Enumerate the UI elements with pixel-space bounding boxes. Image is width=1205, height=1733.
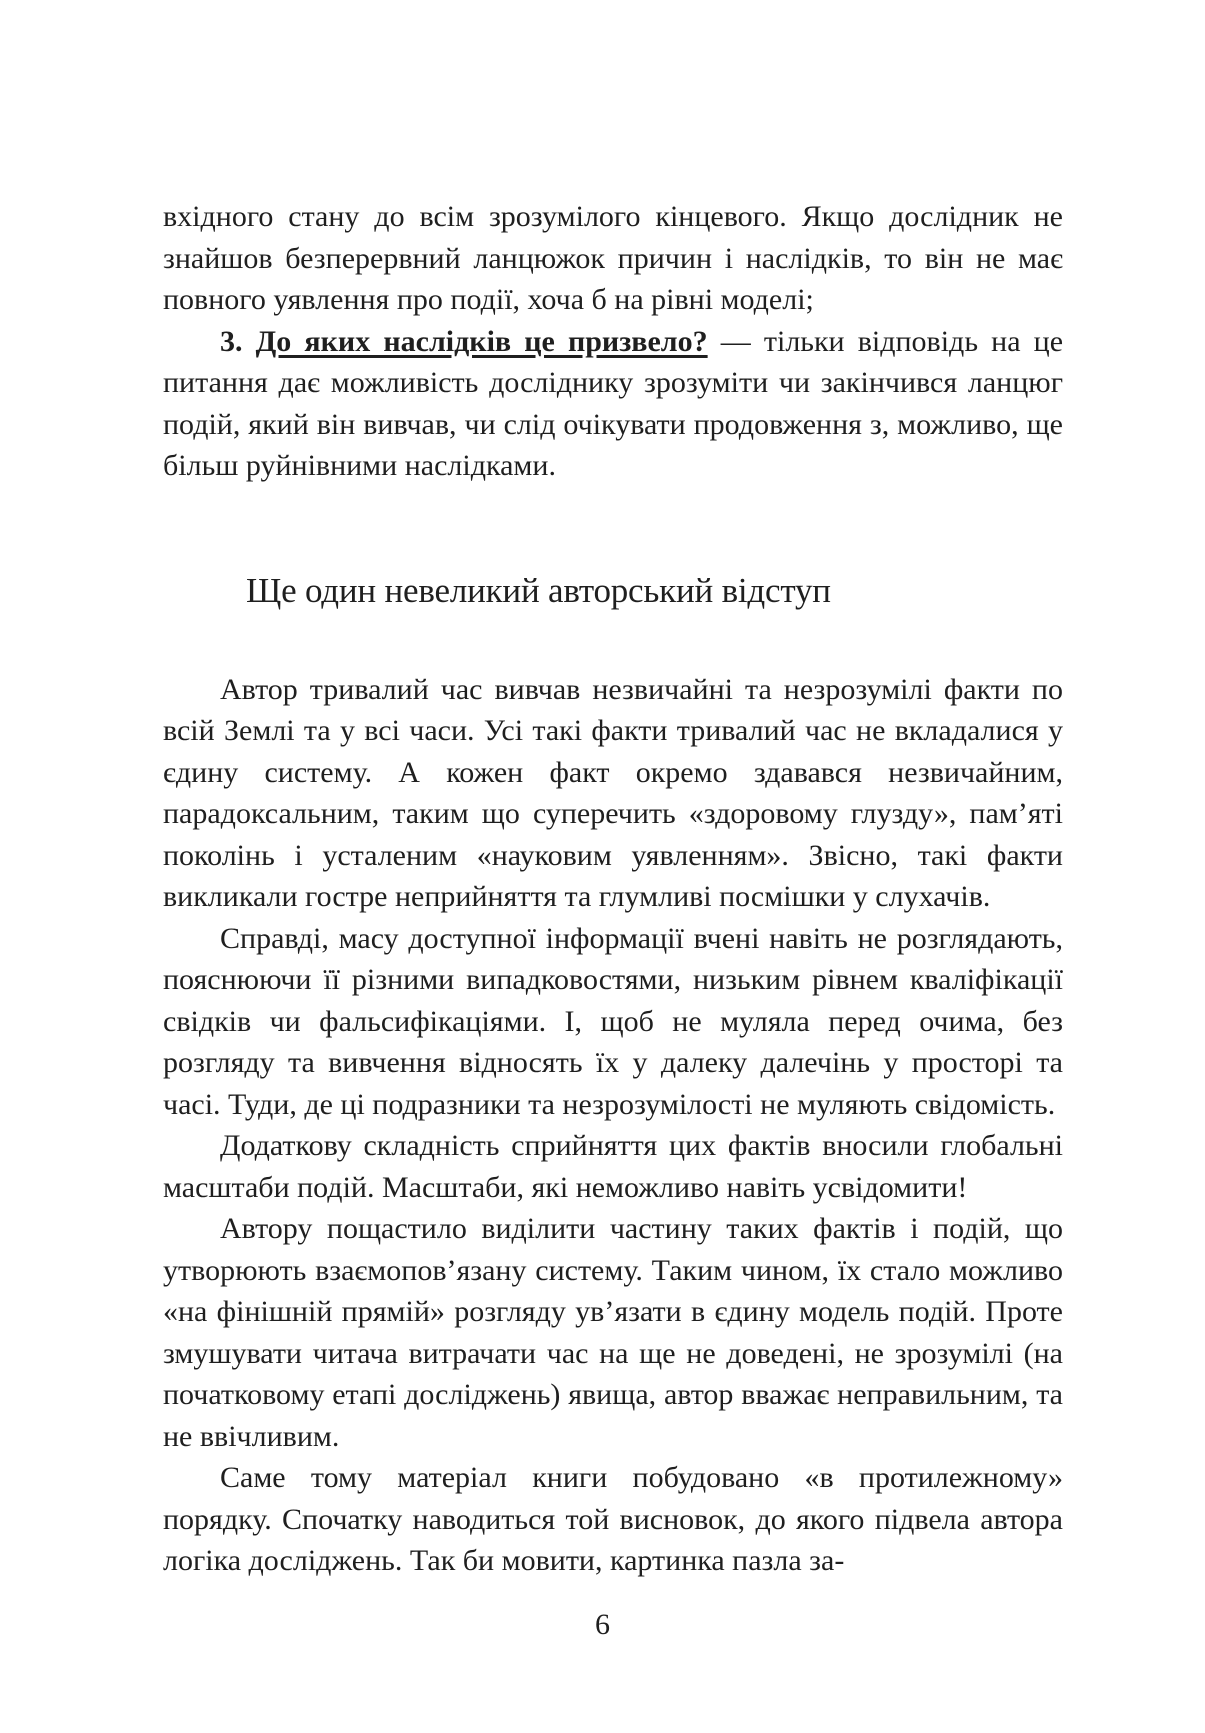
section-paragraph: Справді, масу доступної інформації вчені навіть не розглядають, пояснюючи її різними випадковостями, низьким рівнем кваліфікації свідків чи фальсифікаціями. І, щоб не муляла перед очима, без розгляду та вивчення відносять їх у далеку далечінь у просторі та часі. Туди, де ці подразники та незрозумілості не муляють свідомість. <box>163 921 1063 1121</box>
page-number: 6 <box>595 1608 610 1641</box>
section-body <box>163 669 1063 1582</box>
section-paragraph: Автору пощастило виділити частину таких фактів і подій, що утворюють взаємопов’язану систему. Таким чином, їх стало можливо «на фінішній прямій» розгляду ув’язати в єдину модель подій. Проте змушувати читача витрачати час на ще не доведені, не зрозумілі (на початковому етапі досліджень) явища, автор вважає неправильним, та не ввічливим. <box>163 1212 1063 1453</box>
intro-continuation-paragraph: вхідного стану до всім зрозумілого кінцевого. Якщо дослідник не знайшов безперервний ланцюжок причин і наслідків, то він не має повного уявлення про події, хоча б на рівні моделі; <box>163 200 1063 316</box>
page-content <box>163 196 1063 1582</box>
section-paragraph: Автор тривалий час вивчав незвичайні та незрозумілі факти по всій Землі та у всі часи. Усі такі факти тривалий час не вкладалися у єдину систему. А кожен факт окремо здавався незвичайним, парадоксальним, таким що суперечить «здоровому глузду», пам’яті поколінь і усталеним «науковим уявленням». Звісно, такі факти викликали гостре неприйняття та глумливі посмішки у слухачів. <box>163 672 1063 913</box>
section-paragraph: Додаткову складність сприйняття цих фактів вносили глобальні масштаби подій. Масштаби, які неможливо навіть усвідомити! <box>163 1129 1063 1204</box>
item-3-question: До яких наслідків це призвело? <box>255 324 708 358</box>
item-3-text: — тільки відповідь на це питання дає можливість досліднику зрозуміти чи закінчився ланцюг подій, який він вивчав, чи слід очікувати продовження з, можливо, ще більш руйнівними наслідками. <box>163 324 1064 482</box>
section-paragraph: Саме тому матеріал книги побудовано «в протилежному» порядку. Спочатку наводиться той висновок, до якого підвела автора логіка досліджень. Так би мовити, картинка пазла за- <box>163 1461 1063 1577</box>
section-heading: Ще один невеликий авторський відступ <box>246 570 831 610</box>
item-3-paragraph <box>163 321 1063 487</box>
item-3-number: 3. <box>220 324 243 358</box>
